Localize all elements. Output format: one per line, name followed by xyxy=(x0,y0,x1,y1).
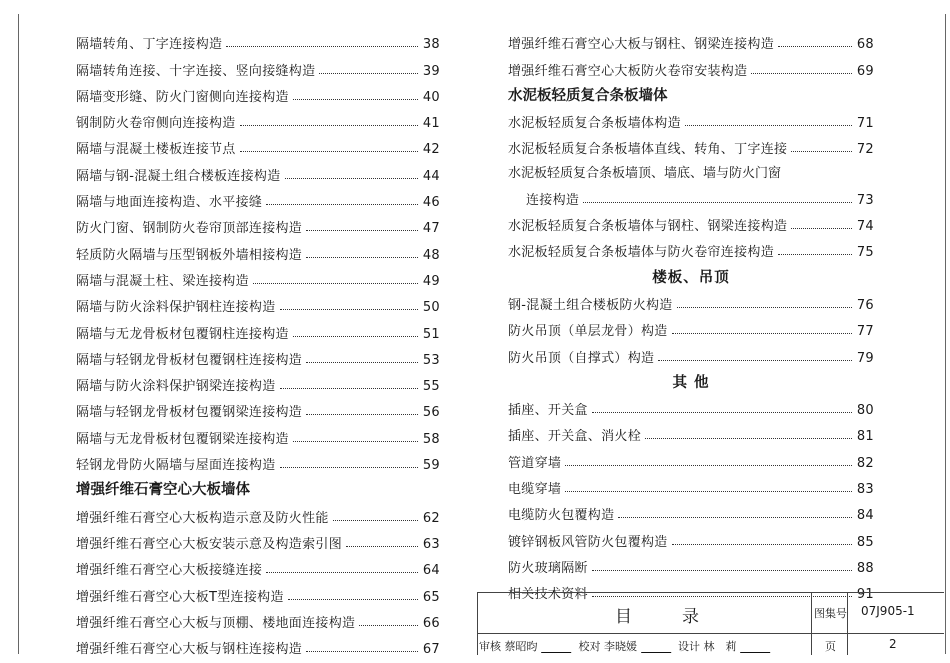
toc-left-column xyxy=(76,26,440,657)
toc-entry-text: 电缆穿墙 xyxy=(508,482,562,498)
toc-entry[interactable] xyxy=(76,105,440,131)
toc-entry[interactable] xyxy=(76,157,440,183)
leader-dots xyxy=(685,125,852,126)
toc-list xyxy=(508,392,874,602)
toc-entry-text: 水泥板轻质复合条板墙体构造 xyxy=(508,116,681,132)
toc-entry-text: 插座、开关盒、消火栓 xyxy=(508,429,642,445)
toc-entry-page: 84 xyxy=(856,508,874,524)
toc-entry[interactable] xyxy=(508,52,874,78)
toc-entry-page: 62 xyxy=(422,510,440,526)
leader-dots xyxy=(645,438,852,439)
leader-dots xyxy=(293,441,418,442)
toc-entry-text: 隔墙与防火涂料保护钢梁连接构造 xyxy=(76,379,276,395)
toc-entry-text: 隔墙与无龙骨板材包覆钢柱连接构造 xyxy=(76,326,289,342)
leader-dots xyxy=(266,572,418,573)
toc-entry-page: 85 xyxy=(856,534,874,550)
leader-dots xyxy=(778,254,852,255)
toc-entry[interactable] xyxy=(508,471,874,497)
leader-dots xyxy=(592,412,852,413)
toc-entry[interactable] xyxy=(76,236,440,262)
toc-entry-text: 钢制防火卷帘侧向连接构造 xyxy=(76,116,236,132)
toc-entry[interactable] xyxy=(76,526,440,552)
toc-entry-text: 隔墙与地面连接构造、水平接缝 xyxy=(76,195,263,211)
leader-dots xyxy=(240,151,418,152)
toc-entry-text: 连接构造 xyxy=(526,192,580,208)
toc-entry-page: 59 xyxy=(422,458,440,474)
toc-entry-text: 隔墙变形缝、防火门窗侧向连接构造 xyxy=(76,89,289,105)
toc-entry[interactable] xyxy=(76,263,440,289)
toc-entry-text: 轻钢龙骨防火隔墙与屋面连接构造 xyxy=(76,458,276,474)
signature-mark xyxy=(740,642,774,653)
toc-entry-page: 42 xyxy=(422,142,440,158)
toc-entry-page: 83 xyxy=(856,482,874,498)
toc-entry-text: 增强纤维石膏空心大板构造示意及防火性能 xyxy=(76,510,329,526)
toc-entry-text: 增强纤维石膏空心大板防火卷帘安装构造 xyxy=(508,63,748,79)
leader-dots xyxy=(751,73,852,74)
leader-dots xyxy=(319,73,418,74)
toc-entry-page: 58 xyxy=(422,431,440,447)
toc-entry-page: 44 xyxy=(422,168,440,184)
toc-entry[interactable] xyxy=(508,234,874,260)
toc-entry-text: 隔墙与轻钢龙骨板材包覆钢柱连接构造 xyxy=(76,352,303,368)
toc-entry-page: 63 xyxy=(422,536,440,552)
toc-entry[interactable] xyxy=(76,210,440,236)
toc-entry[interactable] xyxy=(76,499,440,525)
toc-entry[interactable] xyxy=(508,550,874,576)
toc-entry[interactable] xyxy=(76,552,440,578)
page-label: 页 xyxy=(825,640,836,653)
toc-entry-page: 56 xyxy=(422,405,440,421)
drawing-title: 目录 xyxy=(615,607,749,627)
toc-entry-page: 38 xyxy=(422,37,440,53)
check-label: 校对 xyxy=(578,640,601,653)
toc-entry-page: 80 xyxy=(856,403,874,419)
leader-dots xyxy=(306,651,418,652)
toc-entry-text: 隔墙转角、丁字连接构造 xyxy=(76,37,223,53)
toc-entry-page: 64 xyxy=(422,563,440,579)
leader-dots xyxy=(677,307,852,308)
toc-entry-text: 插座、开关盒 xyxy=(508,403,588,419)
toc-list xyxy=(508,208,874,261)
toc-entry-text: 隔墙转角连接、十字连接、竖向接缝构造 xyxy=(76,63,316,79)
toc-entry[interactable] xyxy=(508,287,874,313)
toc-entry-page: 79 xyxy=(856,350,874,366)
toc-entry-text: 防火门窗、钢制防火卷帘顶部连接构造 xyxy=(76,221,303,237)
leader-dots xyxy=(658,360,852,361)
toc-entry-page: 40 xyxy=(422,89,440,105)
toc-entry-text: 增强纤维石膏空心大板与钢柱连接构造 xyxy=(76,642,303,658)
toc-entry-page: 67 xyxy=(422,642,440,658)
toc-entry-text: 隔墙与无龙骨板材包覆钢梁连接构造 xyxy=(76,431,289,447)
toc-entry[interactable] xyxy=(76,315,440,341)
toc-entry[interactable] xyxy=(508,497,874,523)
signature-row xyxy=(479,638,774,654)
toc-entry[interactable] xyxy=(76,605,440,631)
leader-dots xyxy=(672,544,852,545)
design-label: 设计 xyxy=(678,640,700,653)
leader-dots xyxy=(266,204,418,205)
leader-dots xyxy=(791,151,852,152)
leader-dots xyxy=(565,465,852,466)
leader-dots xyxy=(288,599,418,600)
leader-dots xyxy=(333,520,418,521)
toc-entry[interactable] xyxy=(508,523,874,549)
leader-dots xyxy=(306,362,418,363)
signature-mark xyxy=(541,642,575,653)
toc-entry-text: 相关技术资料 xyxy=(508,587,588,603)
toc-entry-page: 49 xyxy=(422,273,440,289)
toc-entry[interactable] xyxy=(76,578,440,604)
toc-entry[interactable] xyxy=(76,447,440,473)
toc-entry-page: 73 xyxy=(856,192,874,208)
toc-entry[interactable] xyxy=(76,631,440,657)
toc-entry-page: 66 xyxy=(422,615,440,631)
leader-dots xyxy=(293,336,418,337)
leader-dots xyxy=(565,491,852,492)
atlas-number-label: 图集号 xyxy=(814,607,847,620)
toc-entry[interactable] xyxy=(76,26,440,52)
toc-entry-text: 钢-混凝土组合楼板防火构造 xyxy=(508,297,673,313)
toc-entry[interactable] xyxy=(508,392,874,418)
toc-entry[interactable] xyxy=(508,339,874,365)
toc-list xyxy=(508,26,874,79)
leader-dots xyxy=(346,546,418,547)
toc-entry[interactable] xyxy=(508,131,874,157)
toc-entry-page: 77 xyxy=(856,324,874,340)
toc-entry-page: 69 xyxy=(856,63,874,79)
toc-entry[interactable] xyxy=(508,444,874,470)
toc-entry-text: 增强纤维石膏空心大板与顶棚、楼地面连接构造 xyxy=(76,615,356,631)
toc-entry-text: 隔墙与混凝土楼板连接节点 xyxy=(76,142,236,158)
leader-dots xyxy=(618,517,852,518)
toc-entry-text: 增强纤维石膏空心大板接缝连接 xyxy=(76,563,263,579)
toc-list xyxy=(508,105,874,158)
toc-entry-text: 轻质防火隔墙与压型钢板外墙相接构造 xyxy=(76,247,303,263)
toc-entry-text: 管道穿墙 xyxy=(508,455,562,471)
toc-entry[interactable] xyxy=(76,289,440,315)
toc-entry-text: 隔墙与防火涂料保护钢柱连接构造 xyxy=(76,300,276,316)
toc-entry-page: 81 xyxy=(856,429,874,445)
toc-entry[interactable] xyxy=(508,208,874,234)
leader-dots xyxy=(280,309,418,310)
section-heading: 增强纤维石膏空心大板墙体 xyxy=(76,482,250,499)
checker-name: 李晓媛 xyxy=(604,640,637,653)
reviewer-name: 蔡昭昀 xyxy=(504,640,538,653)
leader-dots xyxy=(240,125,418,126)
toc-entry[interactable] xyxy=(508,105,874,131)
toc-entry-text: 水泥板轻质复合条板墙体直线、转角、丁字连接 xyxy=(508,142,788,158)
toc-entry-text: 防火吊顶（单层龙骨）构造 xyxy=(508,324,668,340)
toc-entry-text: 水泥板轻质复合条板墙体与防火卷帘连接构造 xyxy=(508,245,775,261)
toc-entry-text: 增强纤维石膏空心大板T型连接构造 xyxy=(76,589,284,605)
toc-list xyxy=(508,287,874,366)
toc-entry[interactable] xyxy=(76,131,440,157)
leader-dots xyxy=(592,570,852,571)
toc-entry-text: 水泥板轻质复合条板墙顶、墙底、墙与防火门窗 xyxy=(508,166,782,182)
toc-entry-page: 39 xyxy=(422,63,440,79)
toc-entry-text: 增强纤维石膏空心大板安装示意及构造索引图 xyxy=(76,536,343,552)
leader-dots xyxy=(672,333,852,334)
toc-entry-page: 75 xyxy=(856,245,874,261)
toc-list xyxy=(76,26,440,473)
leader-dots xyxy=(280,388,418,389)
leader-dots xyxy=(306,414,418,415)
toc-entry-text: 防火玻璃隔断 xyxy=(508,560,588,576)
review-label: 审核 xyxy=(479,640,501,653)
toc-entry-page: 74 xyxy=(856,219,874,235)
toc-entry-text: 镀锌钢板风管防火包覆构造 xyxy=(508,534,668,550)
toc-entry-text: 电缆防火包覆构造 xyxy=(508,508,615,524)
toc-right-column xyxy=(508,26,874,602)
toc-entry-text: 隔墙与钢-混凝土组合楼板连接构造 xyxy=(76,168,281,184)
toc-entry-page: 82 xyxy=(856,455,874,471)
toc-entry-page: 47 xyxy=(422,221,440,237)
toc-entry[interactable] xyxy=(76,52,440,78)
leader-dots xyxy=(280,467,418,468)
leader-dots xyxy=(285,178,419,179)
toc-entry-page: 50 xyxy=(422,300,440,316)
leader-dots xyxy=(293,99,418,100)
section-heading: 水泥板轻质复合条板墙体 xyxy=(508,87,668,104)
toc-entry[interactable] xyxy=(508,26,874,52)
toc-entry-page: 71 xyxy=(856,116,874,132)
toc-entry[interactable] xyxy=(76,368,440,394)
toc-entry-page: 76 xyxy=(856,297,874,313)
leader-dots xyxy=(778,46,852,47)
leader-dots xyxy=(306,230,418,231)
atlas-number: 07J905-1 xyxy=(861,604,915,618)
page-number: 2 xyxy=(889,637,897,651)
toc-entry-page: 55 xyxy=(422,379,440,395)
section-heading: 楼板、吊顶 xyxy=(652,269,730,286)
toc-entry-text: 防火吊顶（自撑式）构造 xyxy=(508,350,655,366)
toc-entry[interactable] xyxy=(508,157,874,207)
toc-entry[interactable] xyxy=(76,394,440,420)
leader-dots xyxy=(583,202,852,203)
toc-entry-page: 88 xyxy=(856,560,874,576)
toc-entry-page: 46 xyxy=(422,195,440,211)
toc-entry[interactable] xyxy=(76,342,440,368)
toc-entry-text: 隔墙与轻钢龙骨板材包覆钢梁连接构造 xyxy=(76,405,303,421)
toc-entry[interactable] xyxy=(76,184,440,210)
leader-dots xyxy=(791,228,852,229)
toc-entry-text: 隔墙与混凝土柱、梁连接构造 xyxy=(76,273,249,289)
toc-entry-page: 72 xyxy=(856,142,874,158)
toc-entry-text: 水泥板轻质复合条板墙体与钢柱、钢梁连接构造 xyxy=(508,219,788,235)
toc-entry[interactable] xyxy=(508,313,874,339)
leader-dots xyxy=(226,46,418,47)
leader-dots xyxy=(253,283,418,284)
toc-entry-page: 53 xyxy=(422,352,440,368)
signature-mark xyxy=(640,642,674,653)
toc-entry[interactable] xyxy=(508,418,874,444)
toc-entry-page: 48 xyxy=(422,247,440,263)
designer-name: 林 莉 xyxy=(703,640,737,653)
toc-entry-page: 68 xyxy=(856,37,874,53)
toc-entry-page: 65 xyxy=(422,589,440,605)
title-block xyxy=(477,592,944,655)
toc-entry-page: 91 xyxy=(856,587,874,603)
toc-entry[interactable] xyxy=(76,79,440,105)
toc-entry-page: 41 xyxy=(422,116,440,132)
leader-dots xyxy=(306,257,418,258)
toc-entry-page: 51 xyxy=(422,326,440,342)
toc-entry[interactable] xyxy=(76,420,440,446)
toc-entry-text: 增强纤维石膏空心大板与钢柱、钢梁连接构造 xyxy=(508,37,775,53)
toc-list xyxy=(76,499,440,657)
leader-dots xyxy=(359,625,418,626)
section-heading: 其 他 xyxy=(672,374,710,391)
